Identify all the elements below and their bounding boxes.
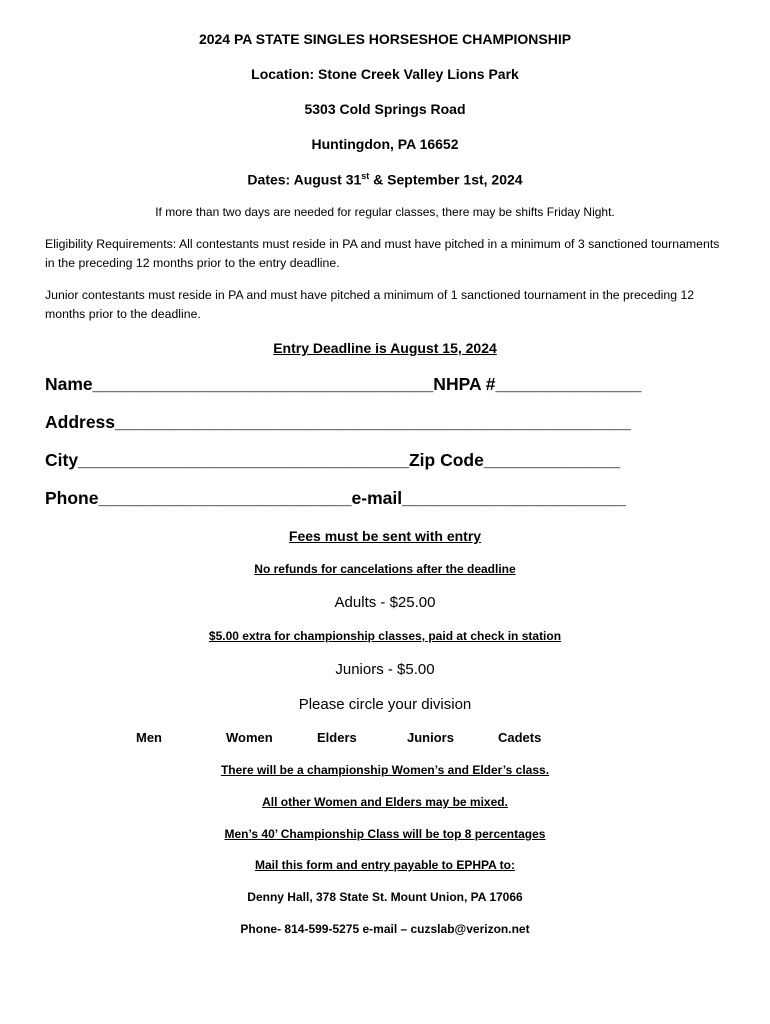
mens-class-note: Men’s 40’ Championship Class will be top 8 percentages	[224, 827, 546, 841]
city-field-line: City__________________________________Zip Code______________	[45, 450, 621, 470]
division-elders: Elders	[317, 730, 357, 745]
no-refunds-note: No refunds for cancelations after the deadline	[254, 562, 516, 576]
junior-paragraph: Junior contestants must reside in PA and must have pitched a minimum of 1 sanctioned tournament in the preceding 12 months prior to the deadline.	[45, 288, 695, 321]
dates-prefix: Dates: August 31	[247, 171, 362, 188]
division-women: Women	[226, 730, 273, 745]
name-field-line: Name___________________________________NHPA #_______________	[45, 374, 642, 394]
division-juniors: Juniors	[407, 730, 454, 745]
championship-class-note: There will be a championship Women’s and Elder’s class.	[220, 763, 550, 777]
division-options	[0, 730, 770, 750]
division-cadets: Cadets	[498, 730, 542, 745]
extra-fee-note: $5.00 extra for championship classes, paid at check in station	[208, 629, 562, 643]
fees-heading: Fees must be sent with entry	[288, 528, 482, 544]
mail-address: Denny Hall, 378 State St. Mount Union, PA 17066	[247, 890, 523, 904]
phone-field-line: Phone__________________________e-mail_______________________	[45, 488, 626, 508]
juniors-fee: Juniors - $5.00	[335, 661, 435, 678]
shifts-note: If more than two days are needed for regular classes, there may be shifts Friday Night.	[155, 205, 615, 219]
dates-superscript: st	[361, 171, 370, 181]
location-line: Location: Stone Creek Valley Lions Park	[251, 66, 519, 82]
address-field-line: Address_____________________________________________________	[45, 412, 631, 432]
dates-suffix: & September 1st, 2024	[369, 171, 523, 188]
city-state-line: Huntingdon, PA 16652	[311, 136, 459, 152]
mixed-note: All other Women and Elders may be mixed.	[262, 795, 508, 809]
contact-info: Phone- 814-599-5275 e-mail – cuzslab@verizon.net	[240, 922, 530, 936]
street-line: 5303 Cold Springs Road	[304, 101, 466, 117]
mail-instruction: Mail this form and entry payable to EPHPA to:	[254, 858, 516, 872]
eligibility-paragraph: Eligibility Requirements: All contestants must reside in PA and must have pitched in a minimum of 3 sanctioned tournaments in the preceding 12 months prior to the entry deadline.	[45, 237, 720, 270]
entry-deadline: Entry Deadline is August 15, 2024	[273, 340, 497, 356]
dates-line	[0, 171, 770, 188]
page-title: 2024 PA STATE SINGLES HORSESHOE CHAMPIONSHIP	[198, 31, 572, 47]
division-men: Men	[136, 730, 162, 745]
adults-fee: Adults - $25.00	[334, 594, 436, 611]
circle-division-prompt: Please circle your division	[298, 696, 472, 713]
